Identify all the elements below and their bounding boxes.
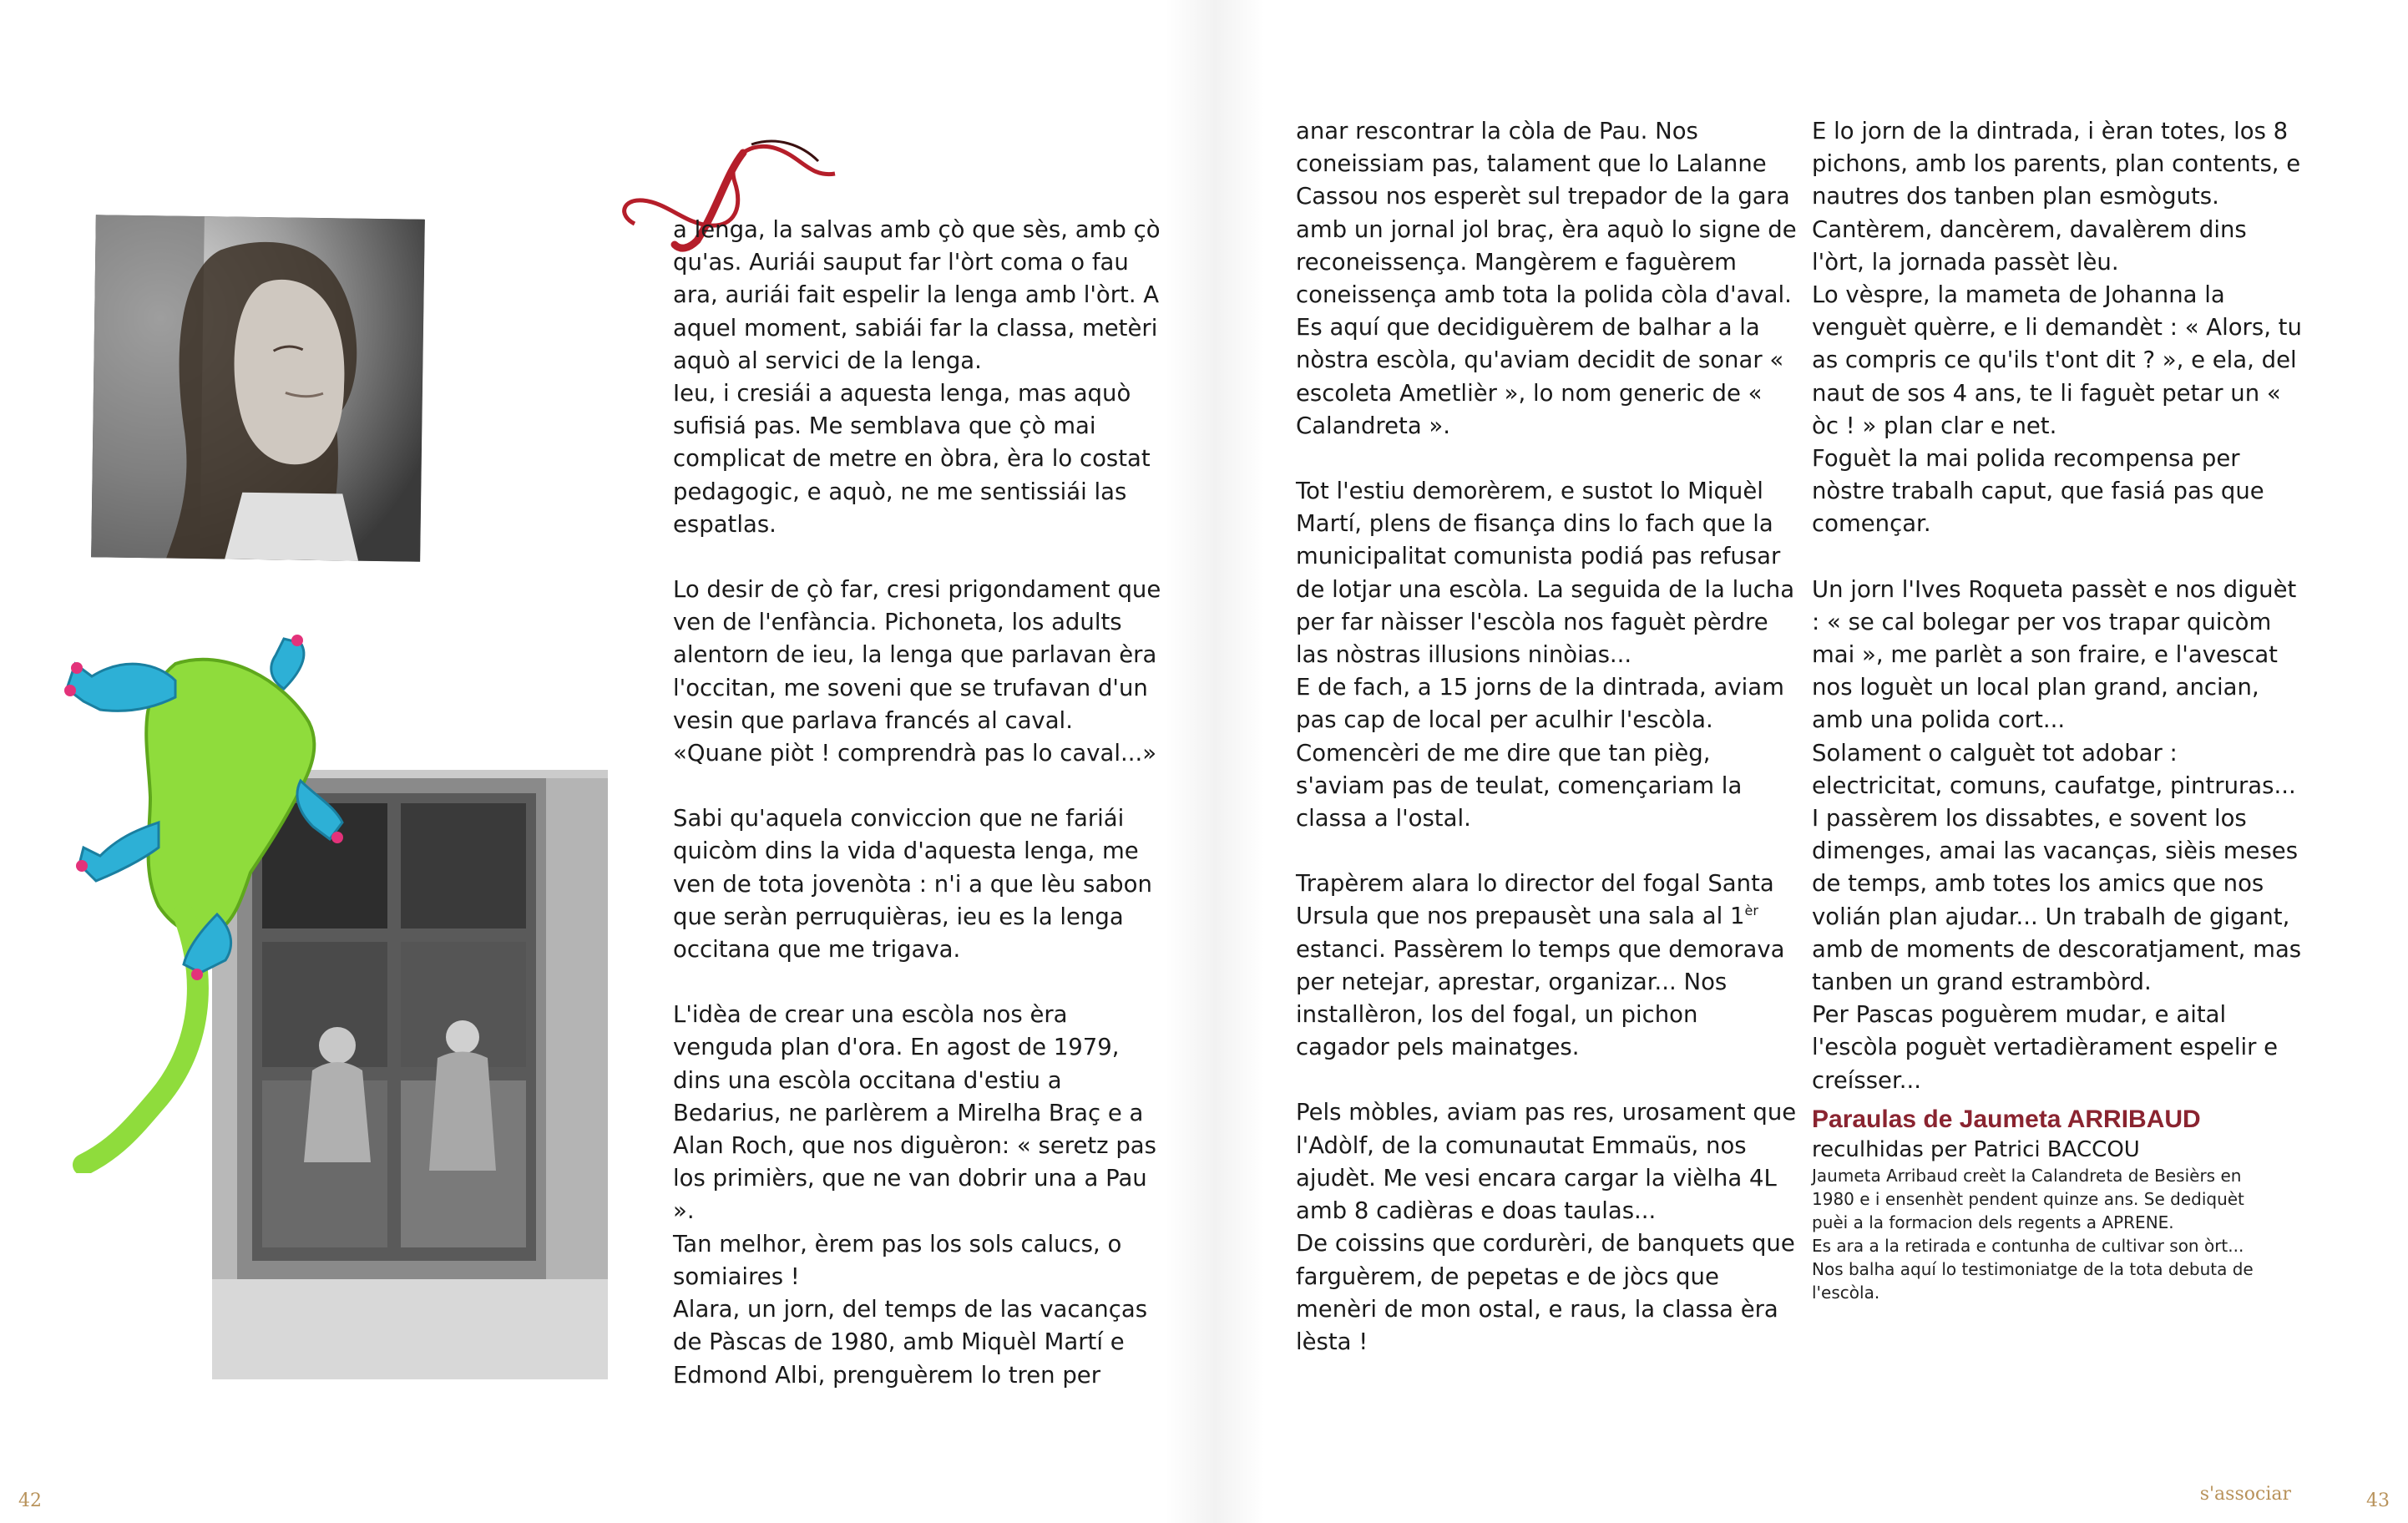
col1-paragraph-2: Ieu, i cresiái a aquesta lenga, mas aquò sufisiá pas. Me semblava que çò mai complicat de metre en òbra, èra lo costat pedagogic, e aquò, ne me sentissiái las espatlas. — [673, 380, 1151, 538]
col1-paragraph-6: Tan melhor, èrem pas los sols calucs, o somiaires ! — [673, 1230, 1122, 1290]
col2-paragraph-2: Es aquí que decidiguèrem de balhar a la nòstra escòla, qu'aviam decidit de sonar « escoleta Ametlièr », lo nom generic de « Calandreta ». — [1296, 314, 1784, 439]
author-bio-2: Es ara a la retirada e contunha de cultivar son òrt... — [1812, 1236, 2244, 1256]
col2-paragraph-3: Tot l'estiu demorèrem, e sustot lo Miquèl Martí, plens de fisança dins lo fach que la municipalitat comunista podiá pas refusar de lotjar una escòla. La seguida de la lucha per far nàisser l'escòla nos faguèt pèrdre las nòstras illusions ninòias... — [1296, 478, 1795, 669]
col3-paragraph-3: Foguèt la mai polida recompensa per nòstre trabalh caput, que fasiá pas que començar. — [1812, 445, 2264, 538]
page-gutter — [1165, 0, 1265, 1523]
column-3 — [1812, 115, 2304, 1097]
portrait-photo — [91, 215, 425, 561]
col2-paragraph-1: anar rescontrar la còla de Pau. Nos coneissiam pas, talament que lo Lalanne Cassou nos esperèt sul trepador de la gara amb un jornal jol braç, èra aquò lo signe de reconeissença. Mangèrem e faguèrem coneissença amb tota la polida còla d'aval. — [1296, 118, 1797, 309]
col3-paragraph-2: Lo vèspre, la mameta de Johanna la venguèt quèrre, e li demandèt : « Alors, tu as compris ce qu'ils t'ont dit ? », e ela, del naut de sos 4 ans, te li faguèt petar un « òc ! » plan clar e net. — [1812, 281, 2302, 439]
column-2 — [1296, 115, 1797, 1359]
author-subtitle: reculhidas per Patrici BACCOU — [1812, 1137, 2140, 1162]
col3-paragraph-1: E lo jorn de la dintrada, i èran totes, los 8 pichons, amb los parents, plan contents, e nautres dos tanben plan esmòguts. Cantèrem, dancèrem, davalèrem dins l'òrt, la jornada passèt lèu. — [1812, 118, 2301, 276]
col1-paragraph-4: Sabi qu'aquela conviccion que ne fariái quicòm dins la vida d'aquesta lenga, me ven de tota jovenòta : n'i a que lèu sabon que seràn perruquièras, ieu es la lenga occitana que me trigava. — [673, 805, 1152, 964]
author-bio-1: Jaumeta Arribaud creèt la Calandreta de Besièrs en 1980 e i ensenhèt pendent quinze ans. Se dediquèt puèi a la formacion dels regents a APRENE. — [1812, 1166, 2244, 1232]
col3-paragraph-4: Un jorn l'Ives Roqueta passèt e nos diguèt : « se cal bolegar per vos trapar quicòm mai », me parlèt a son fraire, e l'avescat nos loguèt un local plan grand, ancian, amb una polida cort... — [1812, 575, 2297, 734]
page-number-left: 42 — [18, 1490, 42, 1511]
col2-paragraph-4: E de fach, a 15 jorns de la dintrada, aviam pas cap de local per aculhir l'escòla. Comencèri de me dire que tan pièg, s'aviam pas de teulat, començariam la classa a l'ostal. — [1296, 674, 1784, 832]
col1-paragraph-7: Alara, un jorn, del temps de las vacanças de Pàscas de 1980, amb Miquèl Martí e Edmond Albi, prenguèrem lo tren per — [673, 1296, 1148, 1389]
col1-paragraph-3: Lo desir de çò far, cresi prigondament que ven de l'enfància. Pichoneta, los adults alentorn de ieu, la lenga que parlavan èra l'occitan, me soveni que se trufavan d'un vesin que parlava francés al caval. «Quane piòt ! comprendrà pas lo caval...» — [673, 576, 1161, 767]
author-bio-3: Nos balha aquí lo testimoniatge de la tota debuta de l'escòla. — [1812, 1259, 2254, 1303]
col3-paragraph-7: Per Pascas poguèrem mudar, e aital l'escòla poguèt vertadièrament espelir e creísser... — [1812, 1001, 2279, 1094]
col2-paragraph-5-text: Trapèrem alara lo director del fogal Santa Ursula que nos prepausèt una sala al 1 — [1296, 870, 1774, 930]
section-label: s'associar — [2199, 1484, 2291, 1505]
col1-paragraph-5: L'idèa de crear una escòla nos èra venguda plan d'ora. En agost de 1979, dins una escòla occitana d'estiu a Bedarius, ne parlèrem a Mirelha Braç e a Alan Roch, que nos diguèron: « seretz pas los primièrs, que ne van dobrir una a Pau ». — [673, 1001, 1156, 1225]
col2-paragraph-5-rest: estanci. Passèrem lo temps que demorava per netejar, aprestar, organizar... Nos installèron, los del fogal, un pichon cagador pels mainatges. — [1296, 935, 1785, 1061]
portrait-illustration — [91, 215, 425, 561]
author-title: Paraulas de Jaumeta ARRIBAUD — [1812, 1106, 2201, 1133]
page-number-right: 43 — [2366, 1490, 2390, 1511]
col1-paragraph-1: a lenga, la salvas amb çò que sès, amb çò qu'as. Auriái sauput far l'òrt coma o fau ara, auriái fait espelir la lenga amb l'òrt. A aquel moment, sabiái far la classa, metèri aquò al servici de la lenga. — [673, 216, 1161, 374]
author-credit — [1812, 1104, 2279, 1304]
ordinal-superscript: èr — [1744, 903, 1758, 919]
col2-paragraph-7: De coissins que cordurèri, de banquets que farguèrem, de pepetas e de jòcs que menèri de mon ostal, e raus, la classa èra lèsta ! — [1296, 1230, 1795, 1355]
column-1 — [673, 214, 1166, 1392]
col3-paragraph-6: I passèrem los dissabtes, e sovent los dimenges, amai las vacanças, sièis meses de temps, amb totes los amics que nos volián plan ajudar... Un trabalh de gigant, amb de moments de descoratjament, mas tanben un grand estrambòrd. — [1812, 805, 2302, 996]
lizard-drawing — [33, 630, 351, 1173]
col2-paragraph-6: Pels mòbles, aviam pas res, urosament que l'Adòlf, de la comunautat Emmaüs, nos ajudèt. Me vesi encara cargar la vièlha 4L amb 8 cadièras e doas taulas... — [1296, 1099, 1797, 1225]
col2-paragraph-5 — [1296, 868, 1797, 1064]
dropcap-glyph: L — [710, 215, 711, 216]
col3-paragraph-5: Solament o calguèt tot adobar : electricitat, comuns, caufatge, pintruras... — [1812, 739, 2296, 799]
